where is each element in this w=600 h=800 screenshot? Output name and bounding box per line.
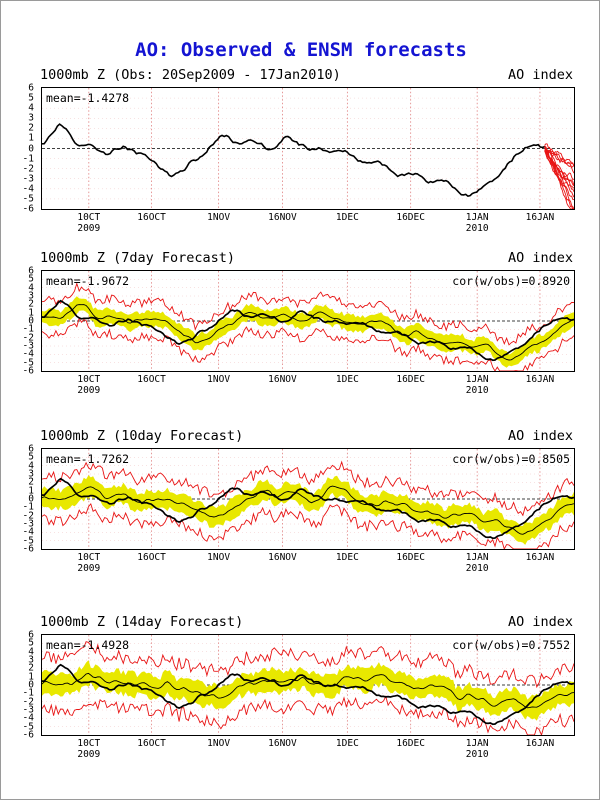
x-tick-label: 10CT 2009 — [77, 212, 101, 234]
panel-title: 1000mb Z (10day Forecast) — [40, 428, 244, 444]
y-tick-label: 3 — [28, 468, 34, 480]
x-tick-label: 16OCT — [137, 552, 166, 563]
y-tick-label: 0 — [28, 493, 34, 505]
y-tick-label: 4 — [28, 282, 34, 294]
y-tick-label: -1 — [22, 323, 34, 335]
x-tick-label: 1NOV — [207, 738, 231, 749]
y-tick-label: 5 — [28, 92, 34, 104]
x-tick-label: 10CT 2009 — [77, 552, 101, 574]
x-tick-label: 16OCT — [137, 374, 166, 385]
x-tick-label: 16JAN — [525, 738, 555, 749]
panel-header — [35, 250, 575, 270]
y-tick-label: 2 — [28, 476, 34, 488]
x-tick-label: 1DEC — [335, 552, 359, 563]
plot-area — [22, 265, 575, 396]
y-tick-label: 1 — [28, 671, 34, 683]
y-axis-labels — [22, 82, 41, 215]
x-tick-label: 16DEC — [396, 374, 425, 385]
y-tick-label: -2 — [22, 163, 34, 175]
x-tick-label: 1NOV — [207, 212, 231, 223]
y-axis-labels — [22, 443, 41, 555]
y-tick-label: -5 — [22, 193, 34, 205]
spread-band — [42, 475, 574, 545]
spread-band — [42, 296, 574, 368]
x-tick-label: 10CT 2009 — [77, 738, 101, 760]
y-tick-label: -4 — [22, 712, 34, 724]
panel-header — [35, 67, 575, 87]
y-tick-label: 3 — [28, 654, 34, 666]
x-tick-label: 16JAN — [525, 212, 555, 223]
x-tick-label: 1JAN 2010 — [465, 738, 489, 760]
y-tick-label: 6 — [28, 265, 34, 277]
y-tick-label: 0 — [28, 315, 34, 327]
panel-observed — [22, 67, 575, 234]
plot-area — [22, 443, 575, 574]
y-axis-labels — [22, 265, 41, 377]
y-axis-labels — [22, 629, 41, 741]
y-tick-label: 1 — [28, 132, 34, 144]
y-tick-label: -1 — [22, 501, 34, 513]
mean-label: mean=-1.4278 — [46, 91, 130, 105]
plot-frame — [41, 448, 575, 550]
y-tick-label: 6 — [28, 629, 34, 641]
y-tick-label: 2 — [28, 122, 34, 134]
panel-title: 1000mb Z (Obs: 20Sep2009 - 17Jan2010) — [40, 67, 341, 83]
correlation-label: cor(w/obs)=0.8505 — [452, 452, 570, 466]
x-tick-label: 1NOV — [207, 552, 231, 563]
panel-index-label: AO index — [507, 67, 573, 83]
x-tick-label: 1JAN 2010 — [465, 212, 489, 234]
y-tick-label: -3 — [22, 340, 34, 352]
x-tick-label: 1JAN 2010 — [465, 374, 489, 396]
y-tick-label: 6 — [28, 443, 34, 455]
y-tick-label: 0 — [28, 679, 34, 691]
plot-frame — [41, 87, 575, 210]
x-tick-label: 16NOV — [268, 552, 297, 563]
y-tick-label: -2 — [22, 696, 34, 708]
x-tick-label: 16DEC — [396, 212, 425, 223]
x-tick-label: 16OCT — [137, 738, 166, 749]
y-tick-label: -3 — [22, 704, 34, 716]
panel-index-label: AO index — [507, 428, 573, 444]
y-tick-label: -4 — [22, 348, 34, 360]
y-tick-label: -1 — [22, 687, 34, 699]
x-tick-label: 16NOV — [268, 374, 297, 385]
y-tick-label: 6 — [28, 82, 34, 94]
x-tick-label: 16OCT — [137, 212, 166, 223]
y-tick-label: 4 — [28, 102, 34, 114]
y-tick-label: -4 — [22, 183, 34, 195]
plot-area — [22, 82, 575, 234]
plot-frame — [41, 270, 575, 372]
y-tick-label: 1 — [28, 485, 34, 497]
panel-index-label: AO index — [507, 614, 573, 630]
x-tick-label: 1DEC — [335, 212, 359, 223]
x-tick-label: 16JAN — [525, 552, 555, 563]
x-tick-label: 1DEC — [335, 374, 359, 385]
mean-label: mean=-1.9672 — [46, 274, 130, 288]
panel-7day — [22, 250, 575, 396]
y-tick-label: -6 — [22, 203, 34, 215]
x-tick-label: 1NOV — [207, 374, 231, 385]
x-tick-label: 16DEC — [396, 738, 425, 749]
panel-14day — [22, 614, 575, 760]
x-tick-label: 16NOV — [268, 738, 297, 749]
y-tick-label: -5 — [22, 535, 34, 547]
plot-area — [22, 629, 575, 760]
y-tick-label: -6 — [22, 729, 34, 741]
correlation-label: cor(w/obs)=0.8920 — [452, 274, 570, 288]
y-tick-label: 4 — [28, 460, 34, 472]
y-tick-label: 5 — [28, 451, 34, 463]
y-tick-label: -5 — [22, 357, 34, 369]
plot-frame — [41, 634, 575, 736]
y-tick-label: 3 — [28, 290, 34, 302]
y-tick-label: -6 — [22, 543, 34, 555]
y-tick-label: -3 — [22, 518, 34, 530]
mean-label: mean=-1.4928 — [46, 638, 130, 652]
panel-10day — [22, 428, 575, 574]
x-tick-label: 10CT 2009 — [77, 374, 101, 396]
page-title: AO: Observed & ENSM forecasts — [135, 39, 467, 61]
mean-label: mean=-1.7262 — [46, 452, 130, 466]
y-tick-label: 2 — [28, 298, 34, 310]
correlation-label: cor(w/obs)=0.7552 — [452, 638, 570, 652]
y-tick-label: 5 — [28, 273, 34, 285]
panel-index-label: AO index — [507, 250, 573, 266]
y-tick-label: -3 — [22, 173, 34, 185]
y-tick-label: -1 — [22, 153, 34, 165]
panel-title: 1000mb Z (7day Forecast) — [40, 250, 236, 266]
x-tick-label: 16JAN — [525, 374, 555, 385]
series-line — [42, 124, 545, 196]
y-tick-label: 4 — [28, 646, 34, 658]
y-tick-label: -4 — [22, 526, 34, 538]
y-tick-label: -2 — [22, 510, 34, 522]
x-tick-label: 16DEC — [396, 552, 425, 563]
x-tick-label: 1DEC — [335, 738, 359, 749]
panel-header — [35, 614, 575, 634]
y-tick-label: 5 — [28, 637, 34, 649]
panel-title: 1000mb Z (14day Forecast) — [40, 614, 244, 630]
y-tick-label: 0 — [28, 143, 34, 154]
y-tick-label: 2 — [28, 662, 34, 674]
panel-header — [35, 428, 575, 448]
y-tick-label: -6 — [22, 365, 34, 377]
spread-band — [42, 660, 574, 721]
y-tick-label: -2 — [22, 332, 34, 344]
x-tick-label: 16NOV — [268, 212, 297, 223]
y-tick-label: -5 — [22, 721, 34, 733]
y-tick-label: 3 — [28, 112, 34, 124]
x-tick-label: 1JAN 2010 — [465, 552, 489, 574]
y-tick-label: 1 — [28, 307, 34, 319]
